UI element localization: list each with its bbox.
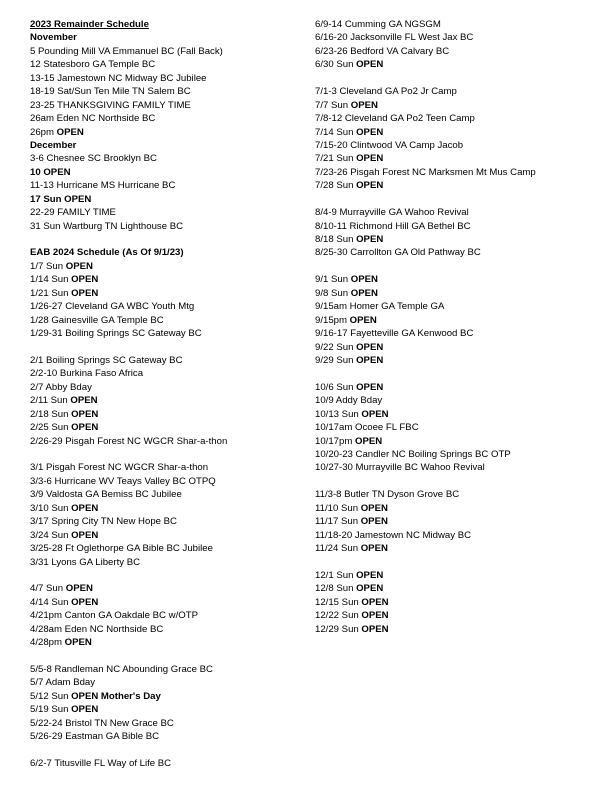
entry-text: 7/14 Sun — [315, 126, 357, 138]
open-label: OPEN — [361, 610, 389, 622]
blank-spacer — [30, 233, 300, 246]
entry-text: 2/7 Abby Bday — [30, 381, 92, 393]
schedule-entry — [30, 112, 300, 125]
schedule-entry — [30, 435, 300, 448]
schedule-entry — [315, 515, 595, 528]
schedule-entry — [315, 341, 595, 354]
open-label: OPEN — [356, 354, 384, 366]
entry-text: 9/29 Sun — [315, 354, 357, 366]
entry-text: 1/21 Sun — [30, 287, 72, 299]
entry-text: 12/22 Sun — [315, 610, 362, 622]
entry-text: 1/29-31 Boiling Springs SC Gateway BC — [30, 328, 202, 340]
open-label: OPEN — [356, 583, 384, 595]
schedule-entry — [315, 166, 595, 179]
blank-spacer — [30, 744, 300, 757]
schedule-entry — [30, 623, 300, 636]
entry-text: 3/25-28 Ft Oglethorpe GA Bible BC Jubilee — [30, 543, 213, 555]
entry-text: November — [30, 32, 77, 44]
schedule-entry — [30, 354, 300, 367]
open-label: OPEN — [350, 287, 378, 299]
schedule-entry — [30, 717, 300, 730]
schedule-entry — [315, 18, 595, 31]
entry-text: 9/22 Sun — [315, 341, 357, 353]
schedule-entry — [315, 152, 595, 165]
open-label: OPEN — [356, 381, 384, 393]
open-label: OPEN — [71, 408, 99, 420]
schedule-title — [30, 18, 300, 31]
entry-text: 11/24 Sun — [315, 543, 361, 555]
entry-text: 5/19 Sun — [30, 704, 72, 716]
entry-text: 3-6 Chesnee SC Brooklyn BC — [30, 153, 157, 165]
entry-text: 10/6 Sun — [315, 381, 357, 393]
entry-text: 10/20-23 Candler NC Boiling Springs BC OTP — [315, 449, 511, 460]
schedule-entry — [315, 314, 595, 327]
entry-text: 6/23-26 Bedford VA Calvary BC — [315, 45, 450, 57]
schedule-entry — [315, 582, 595, 595]
schedule-entry — [315, 529, 595, 542]
schedule-entry — [30, 542, 300, 555]
schedule-entry — [30, 488, 300, 501]
entry-text: 7/7 Sun — [315, 99, 351, 111]
entry-text: 2/25 Sun — [30, 422, 72, 434]
open-label: OPEN — [71, 529, 99, 541]
schedule-entry — [30, 179, 300, 192]
schedule-entry — [315, 327, 595, 340]
schedule-entry — [315, 502, 595, 515]
entry-text: 18-19 Sat/Sun Ten Mile TN Salem BC — [30, 86, 191, 98]
entry-text: 12/29 Sun — [315, 623, 362, 635]
entry-text: 10/27-30 Murrayville BC Wahoo Revival — [315, 462, 485, 474]
entry-text: 6/30 Sun — [315, 59, 357, 71]
schedule-entry — [30, 676, 300, 689]
schedule-entry — [30, 99, 300, 112]
schedule-entry — [315, 542, 595, 555]
open-label: OPEN — [71, 422, 99, 434]
blank-spacer — [315, 556, 595, 569]
schedule-entry — [315, 112, 595, 125]
blank-spacer — [315, 72, 595, 85]
section-header — [30, 166, 300, 179]
entry-text: 9/15am Homer GA Temple GA — [315, 301, 445, 313]
schedule-entry — [315, 45, 595, 58]
entry-text: 2/2-10 Burkina Faso Africa — [30, 368, 144, 380]
schedule-entry — [30, 152, 300, 165]
entry-text: 6/16-20 Jacksonville FL West Jax BC — [315, 32, 474, 44]
schedule-column-left — [30, 18, 300, 771]
schedule-entry — [30, 556, 300, 569]
schedule-entry — [30, 730, 300, 743]
schedule-entry — [315, 287, 595, 300]
entry-text: 5/22-24 Bristol TN New Grace BC — [30, 717, 174, 729]
open-label: OPEN — [356, 234, 384, 245]
entry-text: 1/7 Sun — [30, 260, 66, 272]
entry-text: 11/3-8 Butler TN Dyson Grove BC — [315, 489, 460, 501]
schedule-entry — [315, 179, 595, 192]
schedule-entry — [315, 394, 595, 407]
blank-spacer — [315, 193, 595, 206]
entry-text: 9/8 Sun — [315, 287, 351, 299]
entry-text: 7/15-20 Clintwood VA Camp Jacob — [315, 139, 464, 151]
schedule-entry — [30, 461, 300, 474]
entry-text: 5/7 Adam Bday — [30, 677, 96, 689]
open-label: OPEN — [71, 596, 99, 608]
section-header — [30, 139, 300, 152]
entry-text: 10/17am Ocoee FL FBC — [315, 422, 419, 434]
entry-text: 3/1 Pisgah Forest NC WGCR Shar-a-thon — [30, 462, 209, 474]
schedule-entry — [30, 394, 300, 407]
schedule-entry — [30, 85, 300, 98]
open-label: OPEN — [56, 126, 84, 138]
entry-text: 3/24 Sun — [30, 529, 72, 541]
entry-text: 7/21 Sun — [315, 153, 357, 165]
schedule-entry — [30, 609, 300, 622]
entry-text: EAB 2024 Schedule (As Of 9/1/23) — [30, 247, 184, 259]
schedule-entry — [30, 327, 300, 340]
entry-text: 6/9-14 Cumming GA NGSGM — [315, 19, 441, 30]
entry-text: 3/9 Valdosta GA Bemiss BC Jubilee — [30, 489, 182, 501]
entry-text: 12/15 Sun — [315, 596, 362, 608]
schedule-entry — [30, 636, 300, 649]
schedule-entry — [30, 596, 300, 609]
schedule-entry — [315, 246, 595, 259]
open-label: OPEN — [349, 314, 377, 326]
entry-text: 9/16-17 Fayetteville GA Kenwood BC — [315, 328, 474, 340]
entry-text: 5/26-29 Eastman GA Bible BC — [30, 731, 160, 743]
open-label: OPEN — [65, 583, 93, 595]
open-label: OPEN — [71, 502, 99, 514]
entry-text: 1/28 Gainesville GA Temple BC — [30, 314, 164, 326]
entry-text: 8/18 Sun — [315, 234, 357, 245]
schedule-entry — [315, 381, 595, 394]
schedule-entry — [315, 31, 595, 44]
entry-text: 3/3-6 Hurricane WV Teays Valley BC OTPQ — [30, 475, 216, 487]
entry-text: 2/18 Sun — [30, 408, 72, 420]
schedule-entry — [30, 58, 300, 71]
open-label: OPEN — [361, 623, 389, 635]
blank-spacer — [30, 341, 300, 354]
schedule-entry — [315, 461, 595, 474]
schedule-entry — [30, 690, 300, 703]
entry-text: 23-25 THANKSGIVING FAMILY TIME — [30, 99, 191, 111]
open-label: OPEN — [361, 596, 389, 608]
entry-text: 7/8-12 Cleveland GA Po2 Teen Camp — [315, 113, 475, 125]
entry-text: 4/28am Eden NC Northside BC — [30, 623, 164, 635]
schedule-entry — [315, 99, 595, 112]
schedule-entry — [30, 126, 300, 139]
schedule-entry — [315, 408, 595, 421]
blank-spacer — [30, 650, 300, 663]
entry-text: 4/7 Sun — [30, 583, 66, 595]
entry-text: 12/8 Sun — [315, 583, 357, 595]
schedule-entry — [315, 206, 595, 219]
entry-text: 10/13 Sun — [315, 408, 362, 420]
blank-spacer — [315, 475, 595, 488]
blank-spacer — [315, 260, 595, 273]
open-label: OPEN — [64, 637, 92, 649]
schedule-entry — [315, 300, 595, 313]
schedule-entry — [30, 206, 300, 219]
schedule-entry — [315, 569, 595, 582]
entry-text: 7/23-26 Pisgah Forest NC Marksmen Mt Mus Camp — [315, 166, 536, 178]
entry-text: 4/21pm Canton GA Oakdale BC w/OTP — [30, 610, 198, 622]
open-label: OPEN — [70, 395, 98, 407]
entry-text: 8/10-11 Richmond Hill GA Bethel BC — [315, 220, 471, 232]
blank-spacer — [30, 448, 300, 461]
schedule-entry — [315, 609, 595, 622]
entry-text: 26am Eden NC Northside BC — [30, 113, 156, 125]
schedule-entry — [30, 287, 300, 300]
schedule-entry — [30, 260, 300, 273]
schedule-entry — [30, 273, 300, 286]
schedule-entry — [315, 139, 595, 152]
schedule-entry — [315, 421, 595, 434]
entry-text: 11/10 Sun — [315, 502, 361, 514]
open-label: OPEN — [356, 153, 384, 165]
open-label: OPEN — [350, 274, 378, 286]
schedule-entry — [30, 515, 300, 528]
open-label: OPEN — [360, 502, 388, 514]
schedule-entry — [30, 703, 300, 716]
schedule-entry — [30, 502, 300, 515]
entry-text: 4/14 Sun — [30, 596, 72, 608]
entry-text: 4/28pm — [30, 637, 65, 649]
entry-text: 8/25-30 Carrollton GA Old Pathway BC — [315, 247, 481, 259]
schedule-entry — [30, 72, 300, 85]
schedule-entry — [30, 45, 300, 58]
entry-text: 12 Statesboro GA Temple BC — [30, 59, 156, 71]
schedule-entry — [30, 367, 300, 380]
section-header — [30, 246, 300, 259]
schedule-entry — [315, 596, 595, 609]
entry-text: 2/1 Boiling Springs SC Gateway BC — [30, 354, 183, 366]
entry-text: 2/26-29 Pisgah Forest NC WGCR Shar-a-thon — [30, 435, 228, 447]
entry-text: 2/11 Sun — [30, 395, 71, 407]
entry-text: 11-13 Hurricane MS Hurricane BC — [30, 180, 176, 192]
open-label: OPEN — [356, 180, 384, 192]
entry-text: 9/1 Sun — [315, 274, 351, 286]
section-header — [30, 31, 300, 44]
schedule-entry — [30, 421, 300, 434]
entry-text: 3/31 Lyons GA Liberty BC — [30, 556, 141, 568]
blank-spacer — [315, 367, 595, 380]
entry-text: 11/17 Sun — [315, 516, 361, 528]
schedule-entry — [315, 58, 595, 71]
schedule-entry — [315, 488, 595, 501]
open-label: OPEN — [360, 543, 388, 555]
entry-text: 5/5-8 Randleman NC Abounding Grace BC — [30, 664, 213, 675]
entry-text: 10 OPEN — [30, 166, 71, 178]
schedule-entry — [315, 623, 595, 636]
schedule-entry — [315, 273, 595, 286]
schedule-column-right — [315, 18, 595, 636]
entry-text: 6/2-7 Titusville FL Way of Life BC — [30, 758, 172, 770]
schedule-entry — [30, 663, 300, 676]
open-label: OPEN Mother's Day — [71, 690, 161, 702]
schedule-entry — [30, 582, 300, 595]
open-label: OPEN — [356, 59, 384, 71]
entry-text: 3/17 Spring City TN New Hope BC — [30, 516, 177, 528]
entry-text: 5 Pounding Mill VA Emmanuel BC (Fall Back) — [30, 45, 223, 57]
entry-text: 17 Sun OPEN — [30, 193, 92, 205]
schedule-entry — [315, 126, 595, 139]
entry-text: 31 Sun Wartburg TN Lighthouse BC — [30, 220, 184, 232]
open-label: OPEN — [350, 99, 378, 111]
schedule-entry — [30, 314, 300, 327]
schedule-entry — [30, 757, 300, 770]
entry-text: 10/17pm — [315, 435, 356, 447]
entry-text: 13-15 Jamestown NC Midway BC Jubilee — [30, 72, 207, 84]
entry-text: 11/18-20 Jamestown NC Midway BC — [315, 529, 472, 541]
open-label: OPEN — [71, 704, 99, 716]
schedule-entry — [315, 220, 595, 233]
entry-text: 1/14 Sun — [30, 274, 72, 286]
schedule-entry — [315, 85, 595, 98]
entry-text: 12/1 Sun — [315, 569, 357, 581]
entry-text: 7/1-3 Cleveland GA Po2 Jr Camp — [315, 86, 457, 98]
entry-text: 5/12 Sun — [30, 690, 72, 702]
schedule-entry — [30, 381, 300, 394]
entry-text: 9/15pm — [315, 314, 350, 326]
open-label: OPEN — [356, 126, 384, 138]
schedule-entry — [30, 529, 300, 542]
schedule-entry — [315, 233, 595, 246]
open-label: OPEN — [65, 260, 93, 272]
blank-spacer — [30, 569, 300, 582]
entry-text: December — [30, 139, 77, 151]
entry-text: 1/26-27 Cleveland GA WBC Youth Mtg — [30, 301, 195, 313]
schedule-entry — [315, 354, 595, 367]
entry-text: 26pm — [30, 126, 57, 138]
open-label: OPEN — [360, 516, 388, 528]
open-label: OPEN — [356, 341, 384, 353]
schedule-entry — [315, 435, 595, 448]
schedule-entry — [30, 300, 300, 313]
entry-text: 22-29 FAMILY TIME — [30, 207, 116, 219]
open-label: OPEN — [356, 569, 384, 581]
section-header — [30, 193, 300, 206]
entry-text: 3/10 Sun — [30, 502, 72, 514]
schedule-entry — [30, 220, 300, 233]
entry-text: 2023 Remainder Schedule — [30, 19, 149, 30]
open-label: OPEN — [355, 435, 383, 447]
entry-text: 10/9 Addy Bday — [315, 395, 383, 407]
entry-text: 8/4-9 Murrayville GA Wahoo Revival — [315, 207, 469, 219]
schedule-entry — [30, 408, 300, 421]
open-label: OPEN — [361, 408, 389, 420]
open-label: OPEN — [71, 274, 99, 286]
open-label: OPEN — [71, 287, 99, 299]
schedule-entry — [30, 475, 300, 488]
entry-text: 7/28 Sun — [315, 180, 357, 192]
schedule-entry — [315, 448, 595, 461]
